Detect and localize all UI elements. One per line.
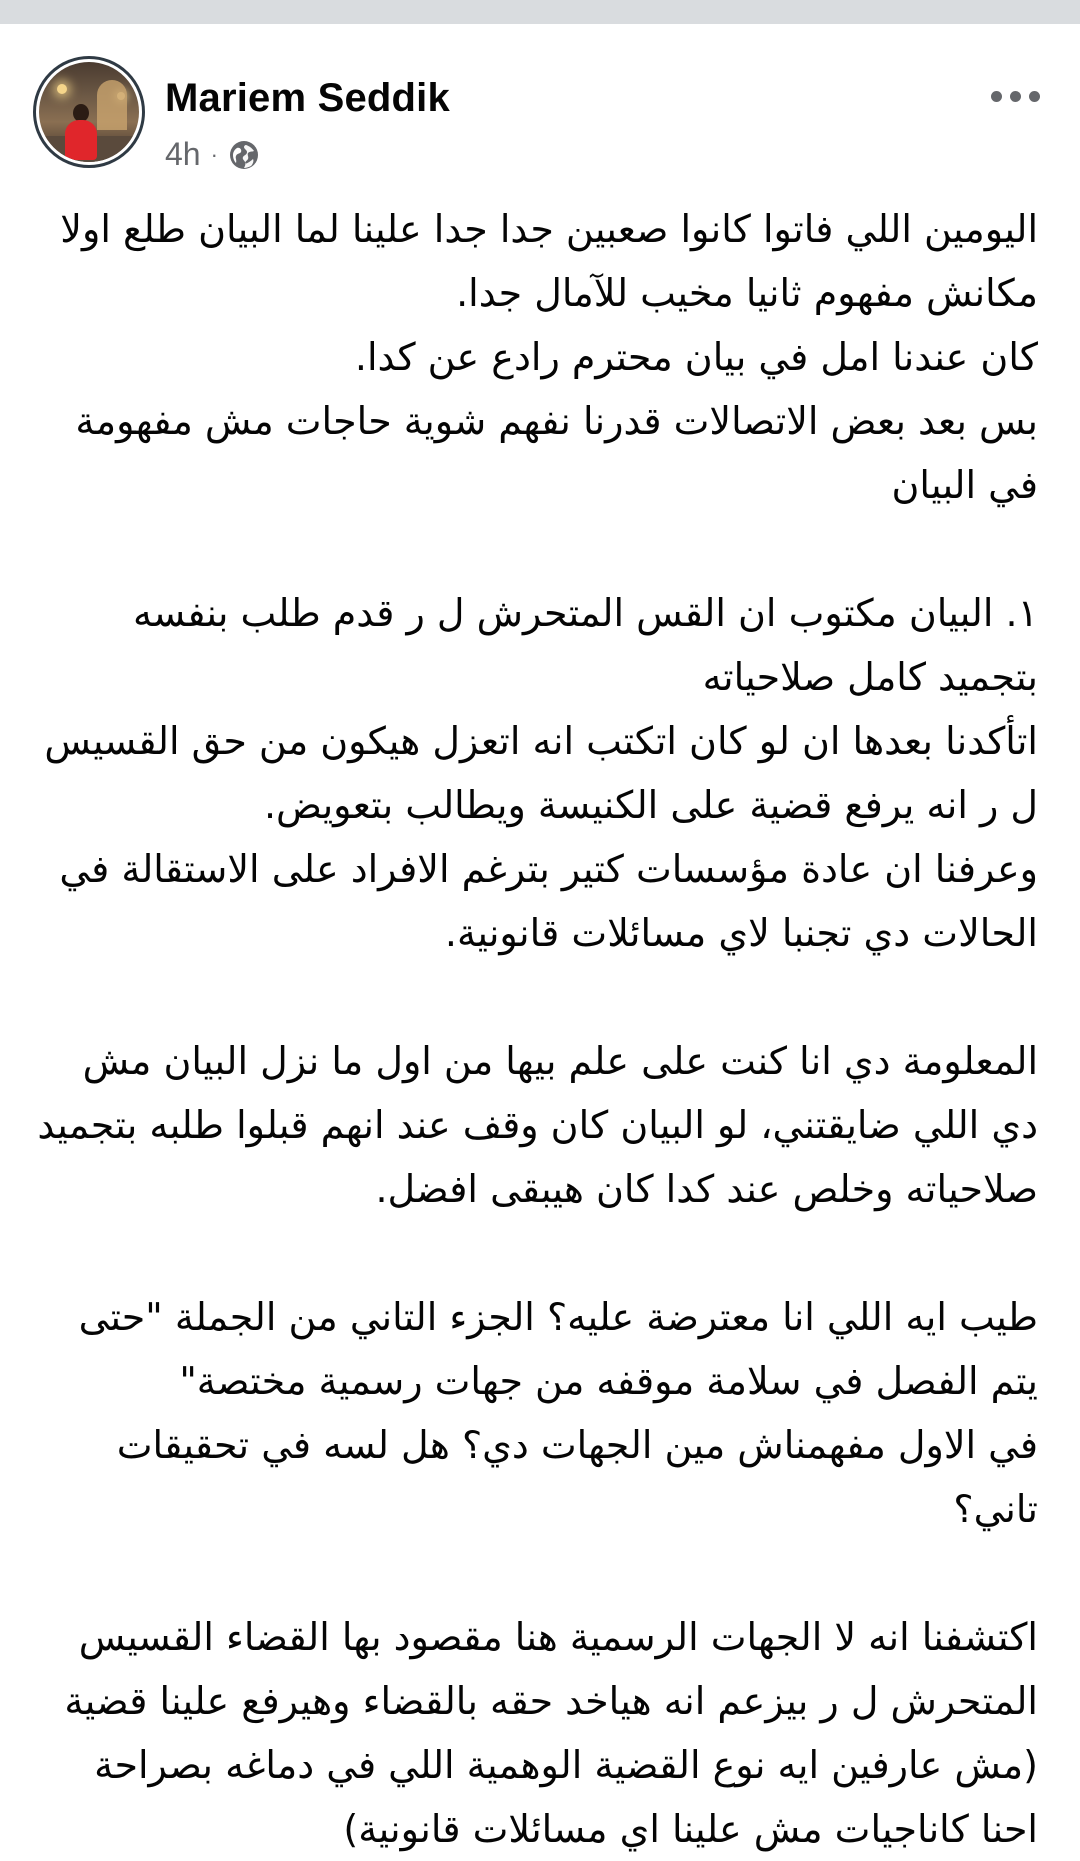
- more-options-button[interactable]: [980, 76, 1050, 116]
- globe-icon[interactable]: [228, 139, 260, 171]
- post-text: [30, 197, 1050, 1861]
- post-paragraph: كان عندنا امل في بيان محترم رادع عن كدا.: [354, 335, 1038, 379]
- post-paragraph: بس بعد بعض الاتصالات قدرنا نفهم شوية حاجات مش مفهومة في البيان: [75, 399, 1038, 507]
- author-name[interactable]: Mariem Seddik: [165, 76, 450, 120]
- post-paragraph: اليومين اللي فاتوا كانوا صعبين جدا جدا علينا لما البيان طلع اولا مكانش مفهوم ثانيا مخيب للآمال جدا.: [60, 207, 1038, 315]
- paragraph-gap: [30, 517, 1050, 581]
- post-paragraph: المعلومة دي انا كنت على علم بيها من اول ما نزل البيان مش دي اللي ضايقتني، لو البيان كان وقف عند انهم قبلوا طلبه بتجميد صلاحياته وخلص عند كدا كان هيبقى افضل.: [37, 1039, 1038, 1211]
- post-paragraph: اتأكدنا بعدها ان لو كان اتكتب انه اتعزل هيكون من حق القسيس ل ر انه يرفع قضية على الكنيسة ويطالب بتعويض.: [44, 719, 1038, 827]
- top-divider-bar: [0, 0, 1080, 24]
- profile-photo: [39, 62, 139, 162]
- post-paragraph: ١. البيان مكتوب ان القس المتحرش ل ر قدم طلب بنفسه بتجميد كامل صلاحياته: [132, 591, 1038, 699]
- more-horizontal-icon: [991, 91, 1002, 102]
- paragraph-gap: [30, 1541, 1050, 1605]
- post-paragraph: طيب ايه اللي انا معترضة عليه؟ الجزء التاني من الجملة "حتى يتم الفصل في سلامة موقفه من جهات رسمية مختصة": [78, 1295, 1038, 1403]
- meta-separator: ·: [210, 141, 218, 167]
- post-card: [0, 24, 1080, 1851]
- post-paragraph: اكتشفنا انه لا الجهات الرسمية هنا مقصود بها القضاء القسيس المتحرش ل ر بيزعم انه هياخد حقه بالقضاء وهيرفع علينا قضية (مش عارفين ايه نوع القضية الوهمية اللي في دماغه بصراحة احنا كاناجيات مش علينا اي مسائلات قانونية): [64, 1615, 1038, 1851]
- avatar[interactable]: [33, 56, 145, 168]
- paragraph-gap: [30, 965, 1050, 1029]
- post-meta: [165, 136, 260, 173]
- paragraph-gap: [30, 1221, 1050, 1285]
- post-time[interactable]: 4h: [165, 136, 201, 172]
- post-paragraph: وعرفنا ان عادة مؤسسات كتير بترغم الافراد على الاستقالة في الحالات دي تجنبا لاي مسائلات قانونية.: [59, 847, 1038, 955]
- post-paragraph: في الاول مفهمناش مين الجهات دي؟ هل لسه في تحقيقات تاني؟: [116, 1423, 1038, 1531]
